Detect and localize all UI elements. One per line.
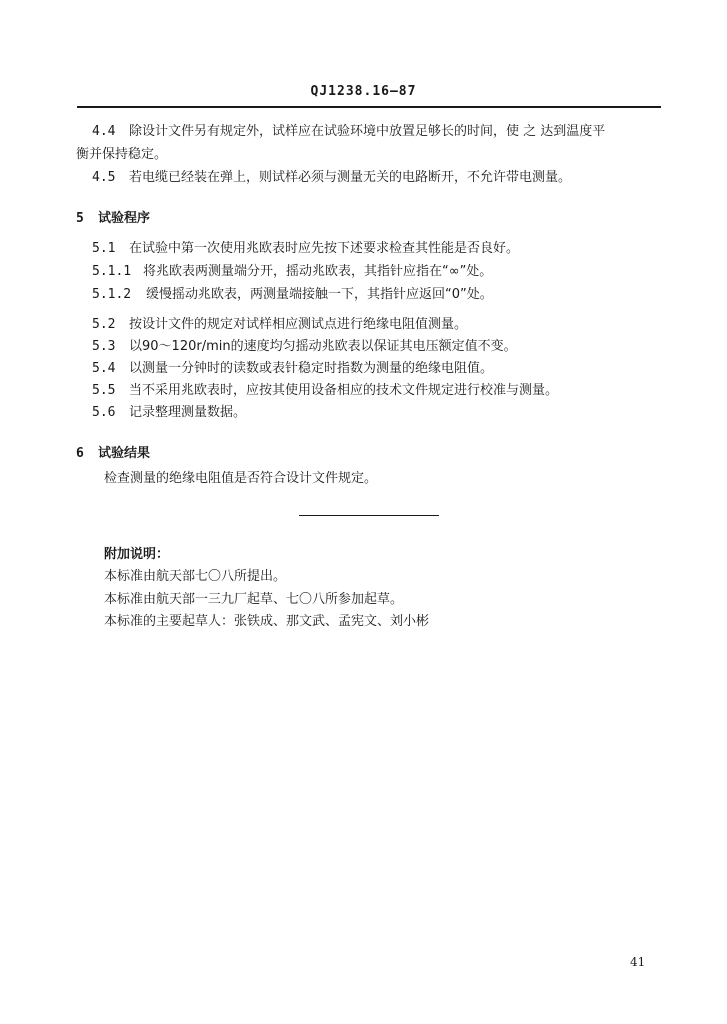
clause-number: 5.1.2: [92, 287, 132, 302]
page-number: 41: [630, 955, 646, 969]
document-code-header: QJ1238.16—87: [310, 84, 417, 99]
section-title: 试验结果: [98, 446, 151, 461]
clause-4-5: [92, 169, 571, 187]
section-number: 6: [76, 446, 84, 461]
clause-5-5: [92, 382, 558, 400]
section-6-text: 检查测量的绝缘电阻值是否符合设计文件规定。: [104, 471, 378, 486]
section-title: 试验程序: [98, 211, 151, 226]
clause-text: 记录整理测量数据。: [129, 405, 247, 420]
clause-5-1: [92, 240, 519, 258]
clause-number: 5.4: [92, 361, 116, 376]
section-5-heading: [76, 207, 150, 226]
notes-line: 本标准由航天部一三九厂起草、七〇八所参加起草。: [104, 592, 404, 607]
clause-number: 5.1.1: [92, 264, 132, 279]
notes-title: 附加说明：: [104, 547, 170, 562]
clause-number: 4.5: [92, 170, 116, 185]
clause-number: 5.6: [92, 405, 116, 420]
clause-5-6: [92, 404, 246, 422]
clause-5-3: [92, 338, 517, 356]
clause-5-2: [92, 316, 467, 334]
clause-number: 5.3: [92, 339, 116, 354]
clause-text: 在试验中第一次使用兆欧表时应先按下述要求检查其性能是否良好。: [129, 241, 520, 256]
clause-number: 5.1: [92, 241, 116, 256]
section-number: 5: [76, 211, 84, 226]
clause-text: 以测量一分钟时的读数或表针稳定时指数为测量的绝缘电阻值。: [129, 361, 494, 376]
notes-line: 本标准的主要起草人：张铁成、那文武、孟宪文、刘小彬: [104, 614, 430, 629]
clause-number: 5.5: [92, 383, 116, 398]
clause-text: 缓慢摇动兆欧表，两测量端接触一下，其指针应返回“0”处。: [146, 287, 493, 302]
clause-4-4: [92, 123, 605, 141]
clause-text: 若电缆已经装在弹上，则试样必须与测量无关的电路断开，不允许带电测量。: [129, 170, 572, 185]
clause-text: 以90～120r/min的速度均匀摇动兆欧表以保证其电压额定值不变。: [129, 339, 517, 354]
clause-text: 除设计文件另有规定外，试样应在试验环境中放置足够长的时间，使 之 达到温度平: [129, 124, 606, 139]
end-rule: [299, 515, 439, 516]
clause-5-4: [92, 360, 493, 378]
clause-text: 当不采用兆欧表时，应按其使用设备相应的技术文件规定进行校准与测量。: [129, 383, 559, 398]
clause-text: 将兆欧表两测量端分开，摇动兆欧表，其指针应指在“∞”处。: [143, 264, 493, 279]
clause-4-4-continued: 衡并保持稳定。: [76, 147, 168, 162]
notes-line: 本标准由航天部七〇八所提出。: [104, 569, 287, 584]
clause-number: 5.2: [92, 317, 116, 332]
clause-5-1-2: [92, 286, 493, 304]
clause-number: 4.4: [92, 124, 116, 139]
clause-5-1-1: [92, 263, 492, 281]
header-rule: [77, 106, 661, 108]
section-6-heading: [76, 442, 150, 461]
clause-text: 按设计文件的规定对试样相应测试点进行绝缘电阻值测量。: [129, 317, 468, 332]
